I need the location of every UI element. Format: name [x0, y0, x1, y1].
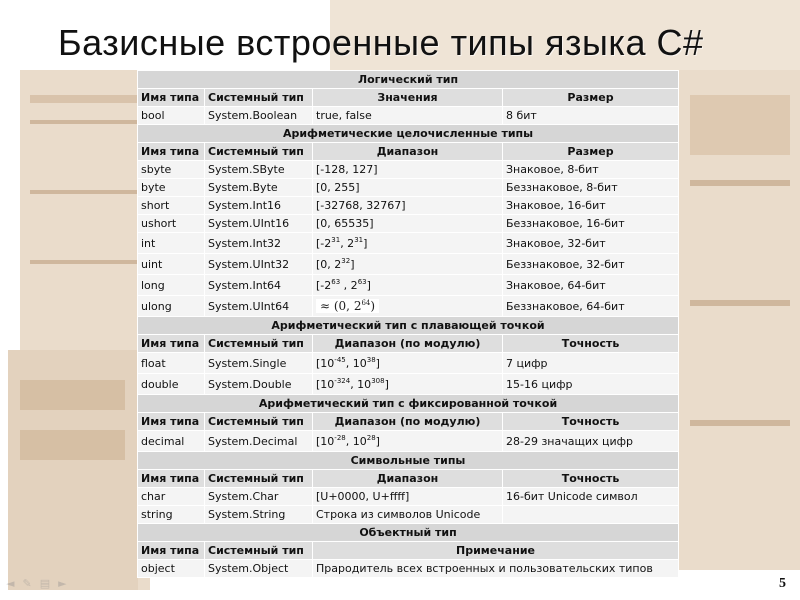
table-row	[138, 431, 679, 452]
section-title: Арифметические целочисленные типы	[138, 125, 679, 143]
type-range: [$10^{-28}$, $10^{28}$]	[313, 431, 503, 452]
section-header	[138, 524, 679, 542]
table-row	[138, 374, 679, 395]
type-range: true, false	[313, 107, 503, 125]
type-range: [0, 65535]	[313, 215, 503, 233]
system-type: System.UInt16	[205, 215, 313, 233]
section-header	[138, 125, 679, 143]
section-title: Объектный тип	[138, 524, 679, 542]
system-type: System.String	[205, 506, 313, 524]
header-precision: Точность	[503, 470, 679, 488]
slide-number: 5	[779, 576, 786, 591]
type-name: ushort	[138, 215, 205, 233]
math-formula: ≈ (0, $2^{64}$)	[316, 299, 379, 313]
type-range: [-32768, 32767]	[313, 197, 503, 215]
type-name: float	[138, 353, 205, 374]
header-size: Размер	[503, 89, 679, 107]
header-range: Диапазон (по модулю)	[313, 413, 503, 431]
header-system-type: Системный тип	[205, 143, 313, 161]
next-slide-icon[interactable]: ►	[58, 577, 67, 590]
system-type: System.UInt32	[205, 254, 313, 275]
table-row	[138, 275, 679, 296]
type-size: Знаковое, 16-бит	[503, 197, 679, 215]
type-range: [0, 255]	[313, 179, 503, 197]
header-range: Диапазон (по модулю)	[313, 335, 503, 353]
table-row	[138, 506, 679, 524]
type-range: [$-2^{31}$, $2^{31}$]	[313, 233, 503, 254]
slide-navigation[interactable]	[6, 577, 67, 590]
header-precision: Точность	[503, 413, 679, 431]
type-name: int	[138, 233, 205, 254]
column-header-row	[138, 143, 679, 161]
header-system-type: Системный тип	[205, 89, 313, 107]
table-row	[138, 179, 679, 197]
type-size: Беззнаковое, 16-бит	[503, 215, 679, 233]
type-precision: 7 цифр	[503, 353, 679, 374]
system-type: System.Int16	[205, 197, 313, 215]
menu-icon[interactable]: ▤	[39, 577, 51, 590]
system-type: System.Byte	[205, 179, 313, 197]
system-type: System.Double	[205, 374, 313, 395]
header-size: Размер	[503, 143, 679, 161]
type-range: [-128, 127]	[313, 161, 503, 179]
type-size: 8 бит	[503, 107, 679, 125]
section-title: Символьные типы	[138, 452, 679, 470]
section-header	[138, 395, 679, 413]
table-row	[138, 560, 679, 578]
section-header	[138, 71, 679, 89]
header-type-name: Имя типа	[138, 89, 205, 107]
type-range	[313, 296, 503, 317]
table-row	[138, 233, 679, 254]
slide-title: Базисные встроенные типы языка C#	[58, 22, 704, 63]
type-name: char	[138, 488, 205, 506]
header-system-type: Системный тип	[205, 470, 313, 488]
table-row	[138, 353, 679, 374]
table-row	[138, 197, 679, 215]
system-type: System.Boolean	[205, 107, 313, 125]
previous-slide-icon[interactable]: ◄	[6, 577, 15, 590]
header-type-name: Имя типа	[138, 413, 205, 431]
type-name: byte	[138, 179, 205, 197]
type-size: Беззнаковое, 32-бит	[503, 254, 679, 275]
header-type-name: Имя типа	[138, 335, 205, 353]
pen-icon[interactable]: ✎	[22, 577, 32, 590]
type-size: Знаковое, 64-бит	[503, 275, 679, 296]
header-system-type: Системный тип	[205, 413, 313, 431]
table-row	[138, 161, 679, 179]
type-range: [$-2^{63}$ , $2^{63}$]	[313, 275, 503, 296]
type-name: sbyte	[138, 161, 205, 179]
type-name: short	[138, 197, 205, 215]
column-header-row	[138, 89, 679, 107]
system-type: System.SByte	[205, 161, 313, 179]
type-name: string	[138, 506, 205, 524]
system-type: System.Decimal	[205, 431, 313, 452]
header-note: Примечание	[313, 542, 679, 560]
types-table	[137, 70, 679, 578]
type-range: [$10^{-324}$, $10^{308}$]	[313, 374, 503, 395]
system-type: System.Int32	[205, 233, 313, 254]
type-precision: 28-29 значащих цифр	[503, 431, 679, 452]
type-range: [U+0000, U+ffff]	[313, 488, 503, 506]
system-type: System.UInt64	[205, 296, 313, 317]
type-size: Беззнаковое, 64-бит	[503, 296, 679, 317]
type-name: double	[138, 374, 205, 395]
type-range: [0, $2^{32}$]	[313, 254, 503, 275]
table-row	[138, 296, 679, 317]
section-title: Арифметический тип с фиксированной точкой	[138, 395, 679, 413]
column-header-row	[138, 413, 679, 431]
table-row	[138, 215, 679, 233]
section-header	[138, 317, 679, 335]
type-precision: 15-16 цифр	[503, 374, 679, 395]
header-range: Диапазон	[313, 470, 503, 488]
column-header-row	[138, 335, 679, 353]
type-size: Знаковое, 32-бит	[503, 233, 679, 254]
table-row	[138, 254, 679, 275]
section-title: Логический тип	[138, 71, 679, 89]
type-name: long	[138, 275, 205, 296]
type-range: [$10^{-45}$, $10^{38}$]	[313, 353, 503, 374]
type-name: uint	[138, 254, 205, 275]
system-type: System.Char	[205, 488, 313, 506]
type-size: Беззнаковое, 8-бит	[503, 179, 679, 197]
type-precision: 16-бит Unicode символ	[503, 488, 679, 506]
type-name: object	[138, 560, 205, 578]
section-header	[138, 452, 679, 470]
column-header-row	[138, 542, 679, 560]
type-size: Знаковое, 8-бит	[503, 161, 679, 179]
table-row	[138, 488, 679, 506]
table-row	[138, 107, 679, 125]
section-title: Арифметический тип с плавающей точкой	[138, 317, 679, 335]
header-precision: Точность	[503, 335, 679, 353]
system-type: System.Object	[205, 560, 313, 578]
type-precision	[503, 506, 679, 524]
header-system-type: Системный тип	[205, 542, 313, 560]
header-range: Диапазон	[313, 143, 503, 161]
header-type-name: Имя типа	[138, 470, 205, 488]
type-name: bool	[138, 107, 205, 125]
type-note: Прародитель всех встроенных и пользовательских типов	[313, 560, 679, 578]
header-type-name: Имя типа	[138, 143, 205, 161]
system-type: System.Int64	[205, 275, 313, 296]
type-name: decimal	[138, 431, 205, 452]
column-header-row	[138, 470, 679, 488]
system-type: System.Single	[205, 353, 313, 374]
header-type-name: Имя типа	[138, 542, 205, 560]
type-name: ulong	[138, 296, 205, 317]
type-range: Строка из символов Unicode	[313, 506, 503, 524]
header-system-type: Системный тип	[205, 335, 313, 353]
header-values: Значения	[313, 89, 503, 107]
